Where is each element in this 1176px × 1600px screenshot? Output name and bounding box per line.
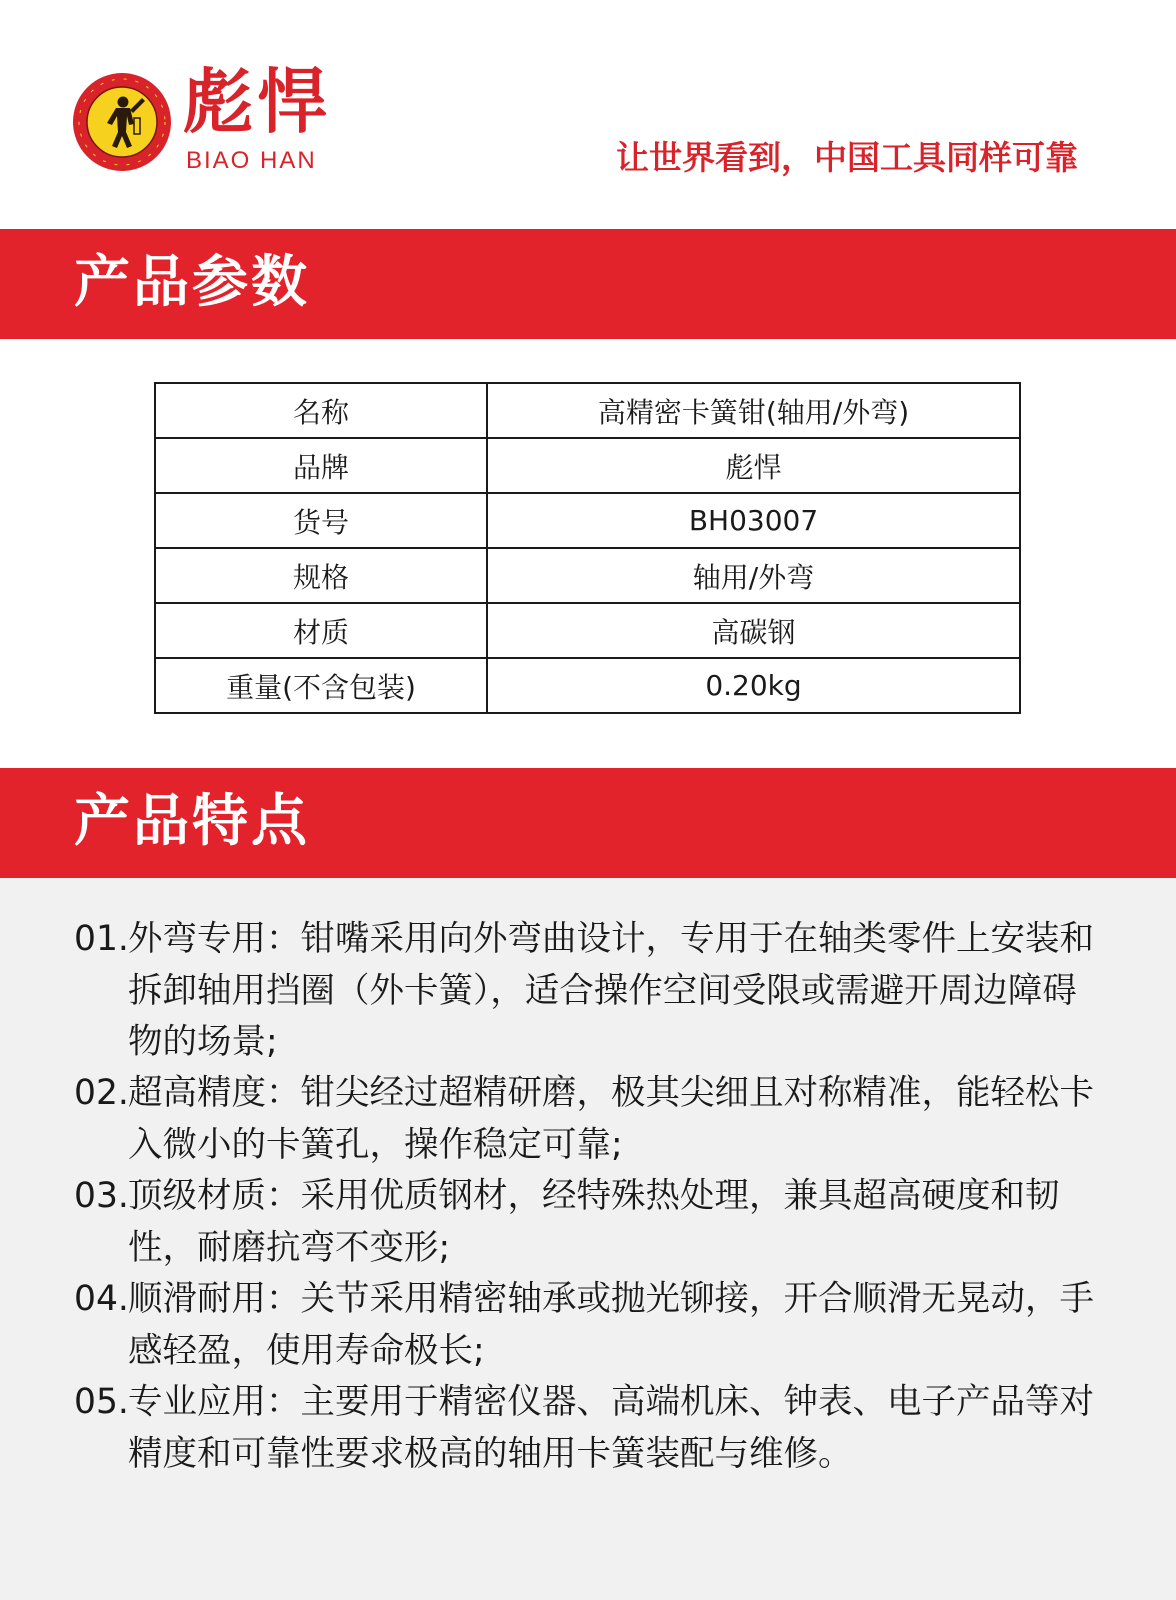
spec-value: 彪悍 [487, 438, 1020, 493]
spec-label: 货号 [155, 493, 487, 548]
feature-text: 专业应用：主要用于精密仪器、高端机床、钟表、电子产品等对精度和可靠性要求极高的轴用卡簧装配与维修。 [128, 1382, 1094, 1474]
spec-label: 重量(不含包装) [155, 658, 487, 713]
table-row [155, 383, 1020, 438]
feature-item [74, 1377, 1104, 1480]
feature-number: 01. [74, 919, 129, 959]
features-section [0, 878, 1176, 1600]
brand-name-cn: 彪悍 [183, 60, 331, 143]
table-row [155, 603, 1020, 658]
params-banner [0, 229, 1176, 339]
features-banner [0, 768, 1176, 878]
brand-slogan: 让世界看到，中国工具同样可靠 [616, 138, 1078, 177]
spec-value: 0.20kg [487, 658, 1020, 713]
spec-label: 材质 [155, 603, 487, 658]
feature-text: 顶级材质：采用优质钢材，经特殊热处理，兼具超高硬度和韧性，耐磨抗弯不变形; [128, 1176, 1060, 1268]
params-section [0, 339, 1176, 768]
spec-label: 规格 [155, 548, 487, 603]
feature-item [74, 1068, 1104, 1171]
feature-number: 03. [74, 1176, 129, 1216]
brand-seal-icon [72, 72, 172, 172]
spec-value: BH03007 [487, 493, 1020, 548]
spec-label: 名称 [155, 383, 487, 438]
table-row [155, 548, 1020, 603]
spec-value: 高精密卡簧钳(轴用/外弯) [487, 383, 1020, 438]
spec-table [154, 382, 1021, 714]
feature-item [74, 1274, 1104, 1377]
spec-value: 高碳钢 [487, 603, 1020, 658]
feature-number: 05. [74, 1382, 129, 1422]
spec-label: 品牌 [155, 438, 487, 493]
feature-item [74, 1171, 1104, 1274]
page-header [0, 0, 1176, 229]
table-row [155, 438, 1020, 493]
feature-text: 外弯专用：钳嘴采用向外弯曲设计，专用于在轴类零件上安装和拆卸轴用挡圈（外卡簧），适合操作空间受限或需避开周边障碍物的场景; [128, 919, 1094, 1062]
features-title: 产品特点 [74, 789, 310, 854]
params-title: 产品参数 [74, 250, 310, 315]
table-row [155, 658, 1020, 713]
brand-name-en: BIAO HAN [186, 147, 317, 174]
feature-text: 超高精度：钳尖经过超精研磨，极其尖细且对称精准，能轻松卡入微小的卡簧孔，操作稳定可靠; [128, 1073, 1094, 1165]
feature-number: 02. [74, 1073, 129, 1113]
table-row [155, 493, 1020, 548]
spec-value: 轴用/外弯 [487, 548, 1020, 603]
feature-item [74, 914, 1104, 1069]
feature-number: 04. [74, 1279, 129, 1319]
feature-text: 顺滑耐用：关节采用精密轴承或抛光铆接，开合顺滑无晃动，手感轻盈，使用寿命极长; [128, 1279, 1094, 1371]
